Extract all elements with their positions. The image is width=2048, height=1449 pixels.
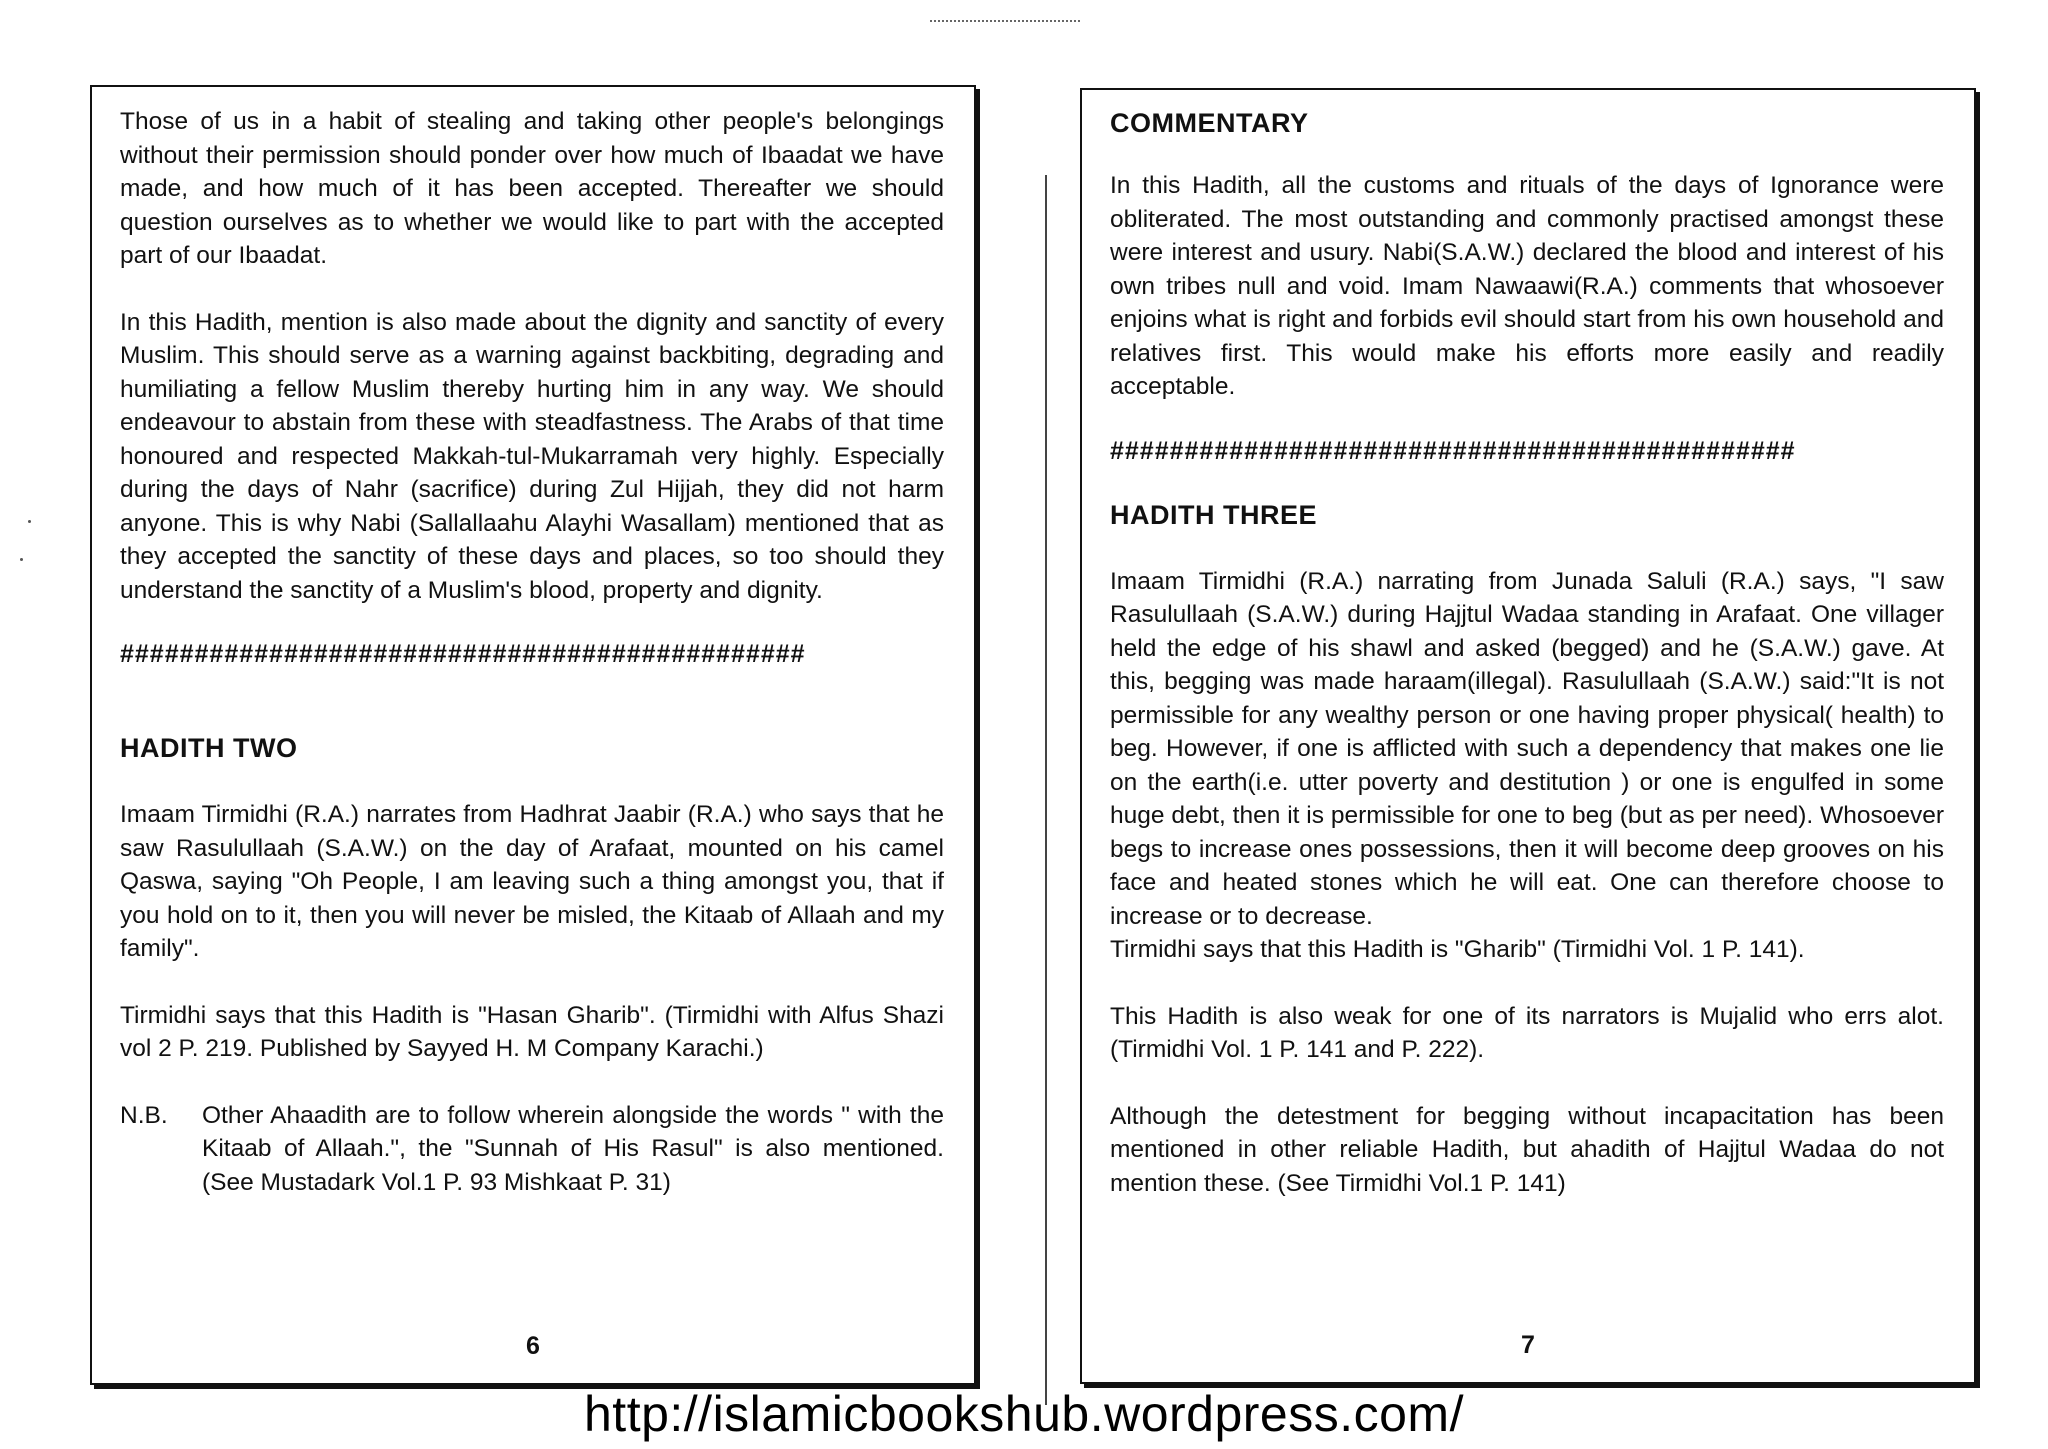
- right-para-narration: Imaam Tirmidhi (R.A.) narrating from Junada Saluli (R.A.) says, "I saw Rasulullaah (S.A.W.) during Hajjtul Wadaa standing in Arafaat. One villager held the edge of his shawl and asked (begged) and he (S.A.W.) gave. At this, begging was made haraam(illegal). Rasulullaah (S.A.W.) said:"It is not permissible for any wealthy person or one having proper physical( health) to beg. However, if one is afflicted with such a dependency that makes one lie on the earth(i.e. utter poverty and destitution ) or one is engulfed in some huge debt, then it is permissible for one to beg (but as per need). Whosoever begs to increase ones possessions, then it will become deep grooves on his face and heated stones which he will eat. One can therefore choose to increase or to decrease.: [1110, 567, 1944, 930]
- left-page: [90, 85, 976, 1385]
- nb-text: Other Ahaadith are to follow wherein alongside the words " with the Kitaab of Allaah.", the "Sunnah of His Rasul" is also mentioned. (See Mustadark Vol.1 P. 93 Mishkaat P. 31): [202, 1101, 944, 1196]
- right-separator: ##############################################: [1110, 436, 1796, 465]
- right-para-weak: This Hadith is also weak for one of its narrators is Mujalid who errs alot. (Tirmidhi Vol. 1 P. 141 and P. 222).: [1110, 1002, 1944, 1063]
- right-para-gharib: Tirmidhi says that this Hadith is "Gharib" (Tirmidhi Vol. 1 P. 141).: [1110, 936, 1805, 963]
- scan-speck: [20, 558, 23, 561]
- nb-label: N.B.: [120, 1101, 168, 1129]
- page-number-left: 6: [526, 1332, 540, 1360]
- footer-url-link[interactable]: http://islamicbookshub.wordpress.com/: [584, 1386, 1464, 1442]
- right-para-commentary: In this Hadith, all the customs and rituals of the days of Ignorance were obliterated. The most outstanding and commonly practised amongst these were interest and usury. Nabi(S.A.W.) declared the blood and interest of his own tribes null and void. Imam Nawaawi(R.A.) comments that whosoever enjoins what is right and forbids evil should start from his own household and relatives first. This would make his efforts more easily and readily acceptable.: [1110, 172, 1944, 400]
- left-para-stealing: Those of us in a habit of stealing and taking other people's belongings without their permission should ponder over how much of Ibaadat we have made, and how much of it has been accepted. Thereafter we should question ourselves as to whether we would like to part with the accepted part of our Ibaadat.: [120, 108, 944, 269]
- left-para-dignity: In this Hadith, mention is also made about the dignity and sanctity of every Muslim. This should serve as a warning against backbiting, degrading and humiliating a fellow Muslim thereby hurting him in any way. We should endeavour to abstain from these with steadfastness. The Arabs of that time honoured and respected Makkah-tul-Mukarramah very highly. Especially during the days of Nahr (sacrifice) during Zul Hijjah, they did not harm anyone. This is why Nabi (Sallallaahu Alayhi Wasallam) mentioned that as they accepted the sanctity of these days and places, so too should they understand the sanctity of a Muslim's blood, property and dignity.: [120, 308, 944, 604]
- page-number-right: 7: [1521, 1331, 1535, 1359]
- scan-speck: [28, 520, 31, 523]
- heading-hadith-three: HADITH THREE: [1110, 499, 1317, 530]
- book-spine-line: [1045, 175, 1047, 1405]
- nb-note: [120, 1099, 944, 1200]
- heading-commentary: COMMENTARY: [1110, 108, 1309, 138]
- left-para-narration: Imaam Tirmidhi (R.A.) narrates from Hadhrat Jaabir (R.A.) who says that he saw Rasulullaah (S.A.W.) on the day of Arafaat, mounted on his camel Qaswa, saying "Oh People, I am leaving such a thing amongst you, that if you hold on to it, then you will never be misled, the Kitaab of Allaah and my family".: [120, 801, 944, 962]
- right-page: [1080, 88, 1976, 1384]
- scan-artifact-line: [930, 20, 1080, 22]
- right-para-detestment: Although the detestment for begging without incapacitation has been mentioned in other reliable Hadith, but ahadith of Hajjtul Wadaa do not mention these. (See Tirmidhi Vol.1 P. 141): [1110, 1102, 1944, 1197]
- left-separator: ##############################################: [120, 640, 806, 668]
- left-para-reference: Tirmidhi says that this Hadith is "Hasan Gharib". (Tirmidhi with Alfus Shazi vol 2 P. 219. Published by Sayyed H. M Company Karachi.): [120, 1001, 944, 1062]
- heading-hadith-two: HADITH TWO: [120, 733, 298, 763]
